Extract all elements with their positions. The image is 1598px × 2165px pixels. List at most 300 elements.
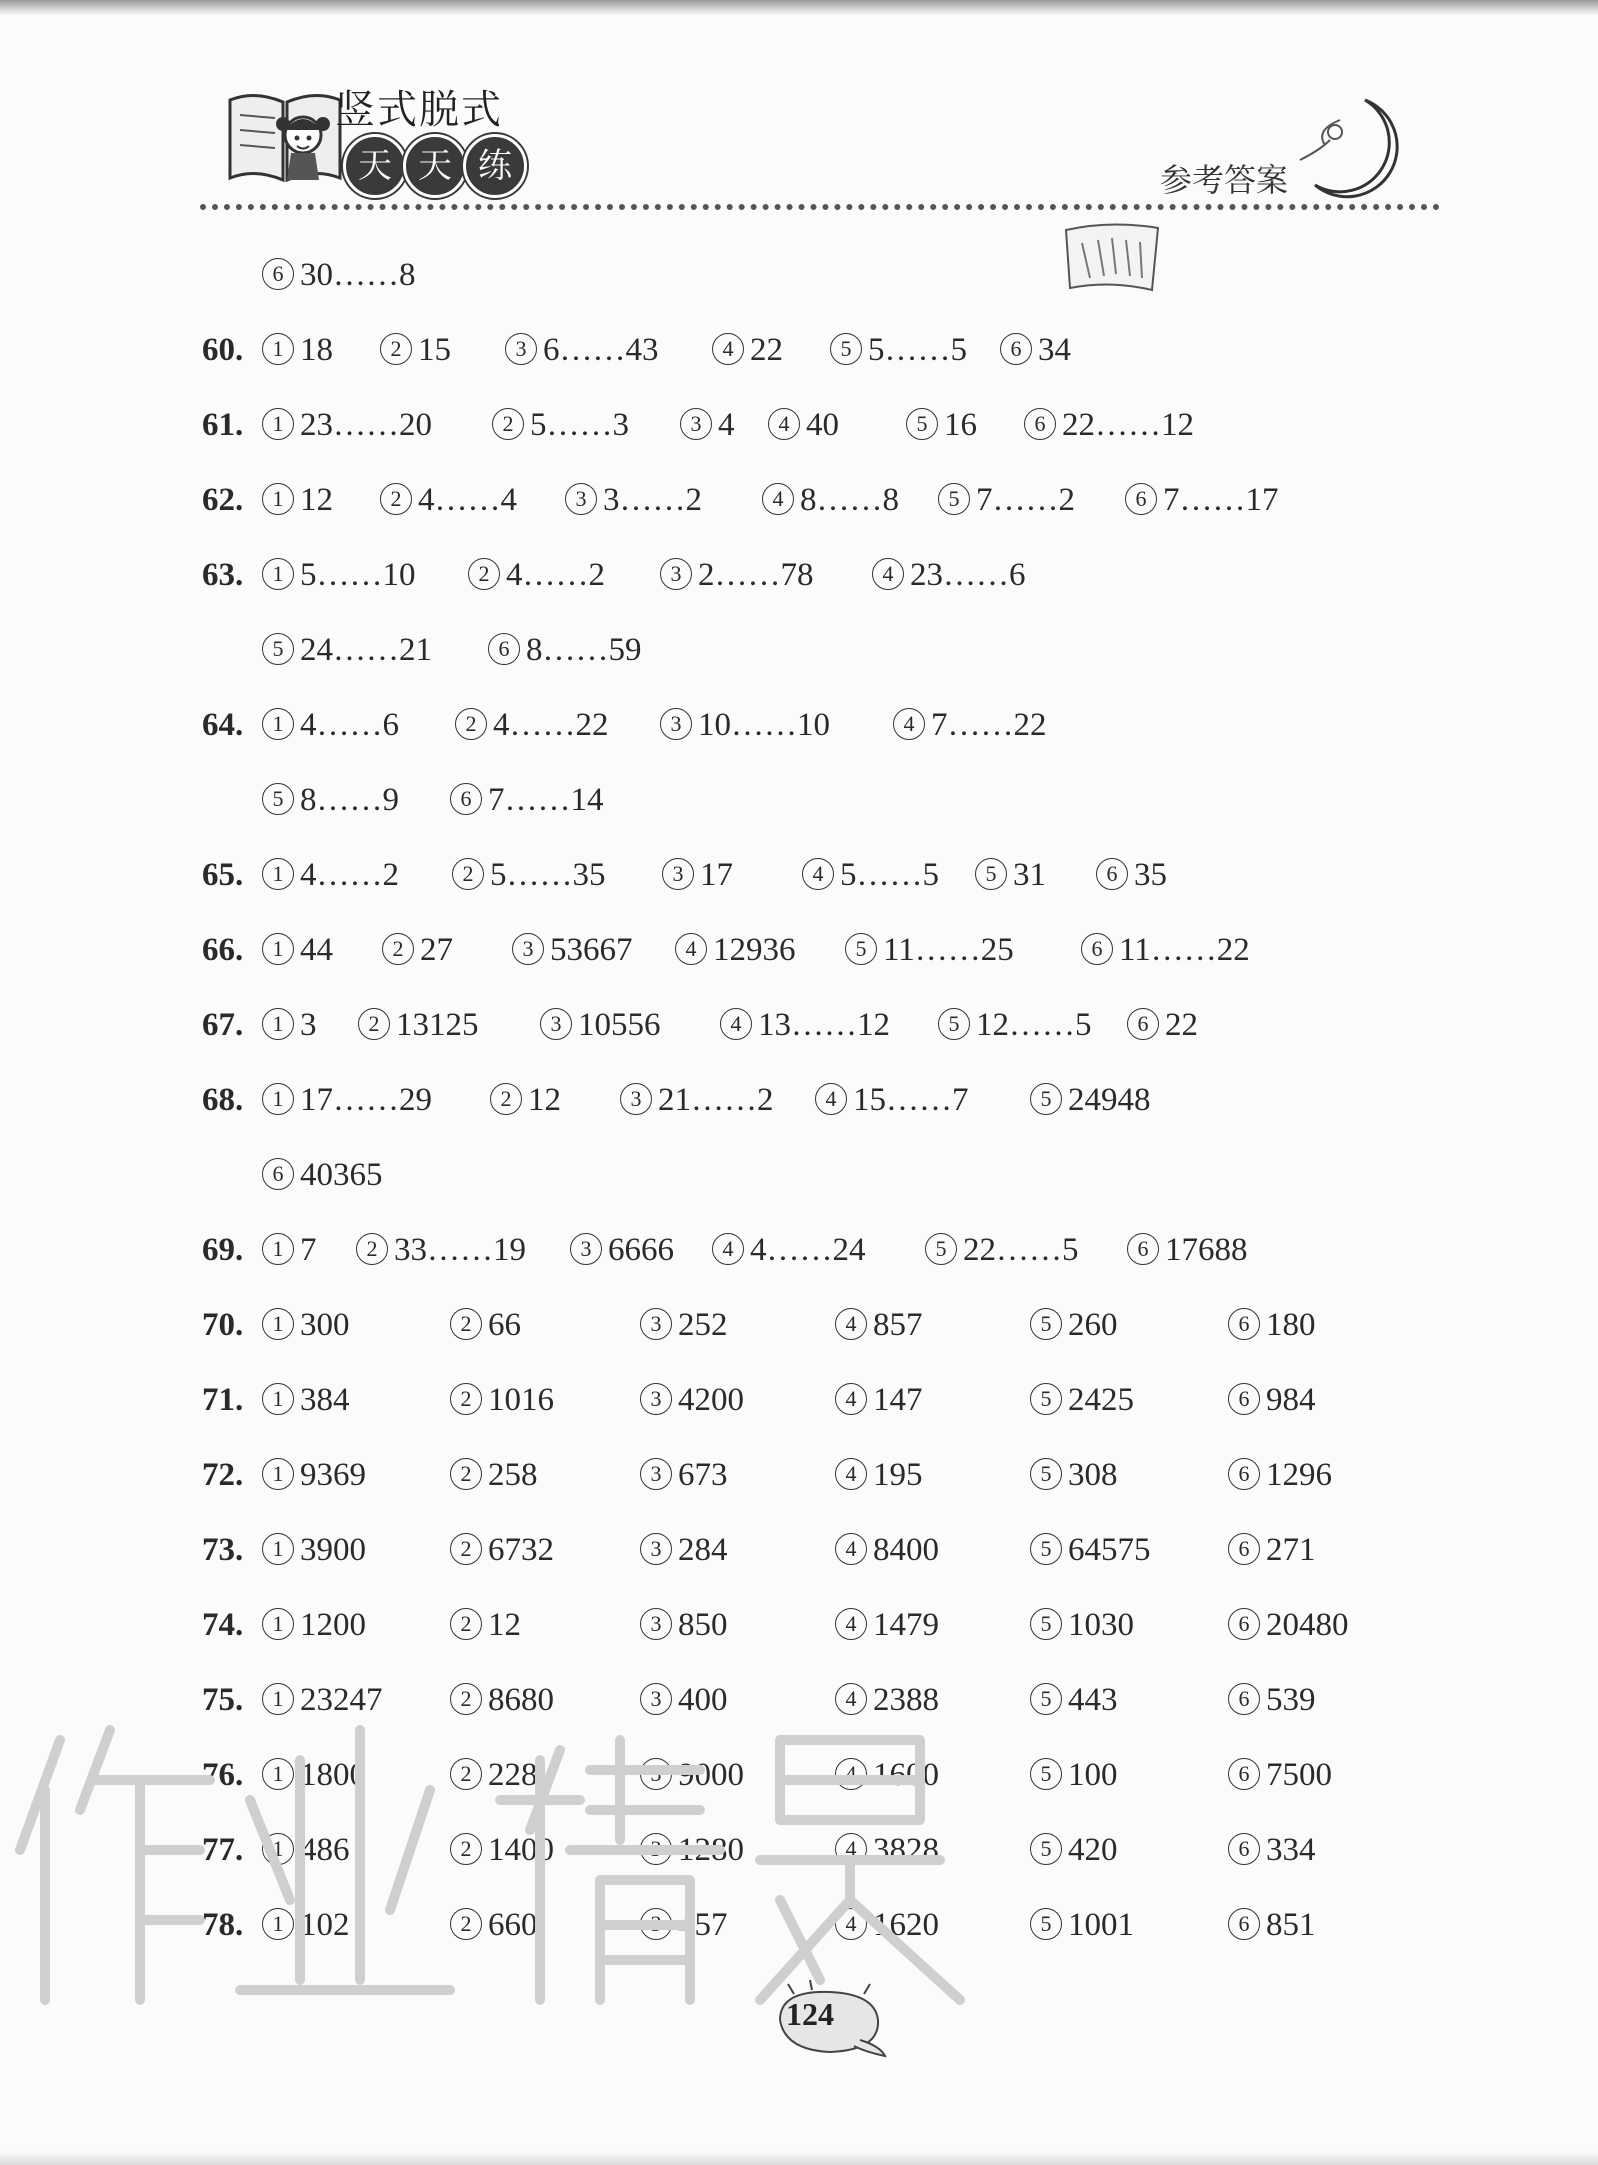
answer-item bbox=[505, 330, 659, 370]
answer-value: 7……17 bbox=[1163, 482, 1279, 518]
answer-item bbox=[1030, 1080, 1151, 1120]
circled-index: 5 bbox=[1030, 1608, 1062, 1640]
answer-value: 9369 bbox=[300, 1457, 366, 1493]
answer-item bbox=[1228, 1605, 1349, 1645]
answer-item bbox=[1024, 405, 1194, 445]
circled-index: 2 bbox=[450, 1533, 482, 1565]
answer-value: 539 bbox=[1266, 1682, 1316, 1718]
question-number: 62. bbox=[202, 482, 244, 518]
answer-item bbox=[570, 1230, 674, 1270]
circled-index: 1 bbox=[262, 1383, 294, 1415]
answer-value: 1200 bbox=[300, 1607, 366, 1643]
answer-value: 30……8 bbox=[300, 257, 416, 293]
circled-index: 1 bbox=[262, 1008, 294, 1040]
answer-value: 33……19 bbox=[394, 1232, 526, 1268]
answer-item bbox=[1228, 1380, 1316, 1420]
answer-item bbox=[1228, 1455, 1332, 1495]
circled-index: 4 bbox=[835, 1758, 867, 1790]
answer-item bbox=[262, 1305, 350, 1345]
circled-index: 6 bbox=[1228, 1308, 1260, 1340]
circled-index: 4 bbox=[835, 1308, 867, 1340]
answer-value: 457 bbox=[678, 1907, 728, 1943]
circled-index: 1 bbox=[262, 1608, 294, 1640]
circled-index: 3 bbox=[570, 1233, 602, 1265]
answer-value: 420 bbox=[1068, 1832, 1118, 1868]
circled-index: 5 bbox=[845, 933, 877, 965]
answer-item bbox=[835, 1305, 923, 1345]
answer-value: 18 bbox=[300, 332, 333, 368]
answer-value: 851 bbox=[1266, 1907, 1316, 1943]
answer-item bbox=[262, 1455, 366, 1495]
question-number: 77. bbox=[202, 1832, 244, 1868]
circled-index: 6 bbox=[1125, 483, 1157, 515]
answer-value: 12 bbox=[300, 482, 333, 518]
answer-value: 9000 bbox=[678, 1757, 744, 1793]
answer-item bbox=[380, 480, 517, 520]
answer-item bbox=[975, 855, 1046, 895]
circled-index: 2 bbox=[356, 1233, 388, 1265]
circled-index: 3 bbox=[505, 333, 537, 365]
answer-item bbox=[262, 330, 333, 370]
circled-index: 5 bbox=[830, 333, 862, 365]
question-number: 65. bbox=[202, 857, 244, 893]
circled-index: 4 bbox=[768, 408, 800, 440]
series-title: 竖式脱式 bbox=[335, 87, 503, 133]
answer-item bbox=[835, 1455, 923, 1495]
answer-item bbox=[835, 1380, 923, 1420]
circled-index: 2 bbox=[450, 1458, 482, 1490]
question-number: 72. bbox=[202, 1457, 244, 1493]
answer-value: 3828 bbox=[873, 1832, 939, 1868]
answer-value: 15 bbox=[418, 332, 451, 368]
circled-index: 2 bbox=[450, 1833, 482, 1865]
answer-item bbox=[1030, 1530, 1151, 1570]
answer-value: 5……5 bbox=[868, 332, 967, 368]
circled-index: 4 bbox=[835, 1833, 867, 1865]
question-number: 60. bbox=[202, 332, 244, 368]
circled-index: 4 bbox=[712, 333, 744, 365]
circled-index: 3 bbox=[660, 558, 692, 590]
answer-value: 6732 bbox=[488, 1532, 554, 1568]
circled-index: 1 bbox=[262, 1758, 294, 1790]
answer-item bbox=[1030, 1905, 1134, 1945]
circled-index: 1 bbox=[262, 333, 294, 365]
circled-index: 3 bbox=[640, 1758, 672, 1790]
circled-index: 6 bbox=[1228, 1908, 1260, 1940]
answer-item bbox=[675, 930, 796, 970]
answer-item bbox=[262, 705, 399, 745]
circled-index: 4 bbox=[712, 1233, 744, 1265]
answer-value: 6……43 bbox=[543, 332, 659, 368]
answer-item bbox=[1030, 1605, 1134, 1645]
answer-item bbox=[1030, 1305, 1118, 1345]
circled-index: 5 bbox=[1030, 1908, 1062, 1940]
answer-value: 17……29 bbox=[300, 1082, 432, 1118]
answer-value: 23……6 bbox=[910, 557, 1026, 593]
answer-value: 5……10 bbox=[300, 557, 416, 593]
answer-item bbox=[565, 480, 702, 520]
circled-index: 1 bbox=[262, 933, 294, 965]
answer-value: 35 bbox=[1134, 857, 1167, 893]
circled-index: 4 bbox=[835, 1608, 867, 1640]
answer-item bbox=[802, 855, 939, 895]
circled-index: 5 bbox=[938, 1008, 970, 1040]
answer-item bbox=[380, 330, 451, 370]
answer-item bbox=[262, 630, 432, 670]
answer-item bbox=[620, 1080, 774, 1120]
circled-index: 6 bbox=[1000, 333, 1032, 365]
answer-value: 5……35 bbox=[490, 857, 606, 893]
answer-item bbox=[640, 1305, 728, 1345]
circled-index: 4 bbox=[835, 1533, 867, 1565]
answer-value: 1280 bbox=[678, 1832, 744, 1868]
answer-value: 1600 bbox=[873, 1757, 939, 1793]
answer-value: 1296 bbox=[1266, 1457, 1332, 1493]
answer-item bbox=[356, 1230, 526, 1270]
answer-item bbox=[358, 1005, 479, 1045]
answer-value: 4 bbox=[718, 407, 735, 443]
answer-item bbox=[835, 1605, 939, 1645]
answer-value: 44 bbox=[300, 932, 333, 968]
circled-index: 4 bbox=[720, 1008, 752, 1040]
answer-value: 1016 bbox=[488, 1382, 554, 1418]
answer-item bbox=[660, 555, 814, 595]
answer-value: 271 bbox=[1266, 1532, 1316, 1568]
circled-index: 2 bbox=[455, 708, 487, 740]
question-number: 76. bbox=[202, 1757, 244, 1793]
answer-value: 7 bbox=[300, 1232, 317, 1268]
answer-item bbox=[835, 1530, 939, 1570]
answer-item bbox=[468, 555, 605, 595]
page-bottom-edge bbox=[0, 2151, 1598, 2165]
answer-item bbox=[1228, 1830, 1316, 1870]
answer-value: 24948 bbox=[1068, 1082, 1151, 1118]
answer-item bbox=[1000, 330, 1071, 370]
answer-item bbox=[450, 780, 604, 820]
answer-value: 5……5 bbox=[840, 857, 939, 893]
answer-value: 10……10 bbox=[698, 707, 830, 743]
circled-index: 4 bbox=[762, 483, 794, 515]
circled-index: 2 bbox=[490, 1083, 522, 1115]
circled-index: 6 bbox=[1228, 1758, 1260, 1790]
circled-index: 2 bbox=[380, 333, 412, 365]
circled-index: 4 bbox=[815, 1083, 847, 1115]
answer-item bbox=[640, 1380, 744, 1420]
answer-item bbox=[262, 1155, 383, 1195]
answer-value: 1001 bbox=[1068, 1907, 1134, 1943]
answer-item bbox=[1125, 480, 1279, 520]
answer-item bbox=[1030, 1455, 1118, 1495]
answer-item bbox=[450, 1605, 521, 1645]
subtitle-char: 天 bbox=[403, 134, 467, 198]
circled-index: 2 bbox=[468, 558, 500, 590]
circled-index: 1 bbox=[262, 558, 294, 590]
circled-index: 5 bbox=[1030, 1533, 1062, 1565]
answer-value: 17 bbox=[700, 857, 733, 893]
answer-value: 40365 bbox=[300, 1157, 383, 1193]
circled-index: 2 bbox=[450, 1758, 482, 1790]
answer-item bbox=[720, 1005, 890, 1045]
answer-value: 284 bbox=[678, 1532, 728, 1568]
series-subtitle bbox=[343, 134, 519, 198]
answer-item bbox=[488, 630, 642, 670]
answer-value: 27 bbox=[420, 932, 453, 968]
answer-value: 22……5 bbox=[963, 1232, 1079, 1268]
circled-index: 4 bbox=[802, 858, 834, 890]
answer-item bbox=[640, 1455, 728, 1495]
circled-index: 6 bbox=[488, 633, 520, 665]
answer-value: 2……78 bbox=[698, 557, 814, 593]
answer-item bbox=[680, 405, 735, 445]
answer-value: 23247 bbox=[300, 1682, 383, 1718]
answer-item bbox=[262, 1530, 366, 1570]
circled-index: 1 bbox=[262, 483, 294, 515]
question-number: 66. bbox=[202, 932, 244, 968]
answer-value: 20480 bbox=[1266, 1607, 1349, 1643]
circled-index: 5 bbox=[925, 1233, 957, 1265]
answer-value: 4……2 bbox=[300, 857, 399, 893]
answer-value: 4……4 bbox=[418, 482, 517, 518]
question-number: 75. bbox=[202, 1682, 244, 1718]
question-number: 61. bbox=[202, 407, 244, 443]
answer-item bbox=[893, 705, 1047, 745]
circled-index: 1 bbox=[262, 858, 294, 890]
circled-index: 4 bbox=[872, 558, 904, 590]
answer-value: 15……7 bbox=[853, 1082, 969, 1118]
circled-index: 3 bbox=[640, 1833, 672, 1865]
circled-index: 6 bbox=[1127, 1233, 1159, 1265]
answer-value: 443 bbox=[1068, 1682, 1118, 1718]
answer-value: 64575 bbox=[1068, 1532, 1151, 1568]
answer-item bbox=[640, 1530, 728, 1570]
circled-index: 5 bbox=[1030, 1683, 1062, 1715]
circled-index: 6 bbox=[1228, 1833, 1260, 1865]
answer-item bbox=[712, 330, 783, 370]
answer-value: 53667 bbox=[550, 932, 633, 968]
circled-index: 5 bbox=[1030, 1458, 1062, 1490]
circled-index: 5 bbox=[906, 408, 938, 440]
answer-item bbox=[925, 1230, 1079, 1270]
circled-index: 3 bbox=[640, 1308, 672, 1340]
circled-index: 5 bbox=[1030, 1833, 1062, 1865]
circled-index: 1 bbox=[262, 1233, 294, 1265]
answer-item bbox=[640, 1605, 728, 1645]
answer-value: 195 bbox=[873, 1457, 923, 1493]
circled-index: 6 bbox=[1228, 1533, 1260, 1565]
answer-value: 252 bbox=[678, 1307, 728, 1343]
circled-index: 2 bbox=[450, 1608, 482, 1640]
circled-index: 4 bbox=[835, 1383, 867, 1415]
circled-index: 5 bbox=[938, 483, 970, 515]
circled-index: 1 bbox=[262, 1308, 294, 1340]
answer-item bbox=[815, 1080, 969, 1120]
answer-value: 7……22 bbox=[931, 707, 1047, 743]
circled-index: 4 bbox=[835, 1908, 867, 1940]
answer-value: 4……22 bbox=[493, 707, 609, 743]
subtitle-char: 练 bbox=[463, 134, 527, 198]
answer-item bbox=[1127, 1005, 1198, 1045]
answer-value: 21……2 bbox=[658, 1082, 774, 1118]
answer-item bbox=[1081, 930, 1250, 970]
answer-value: 102 bbox=[300, 1907, 350, 1943]
question-number: 69. bbox=[202, 1232, 244, 1268]
answer-value: 984 bbox=[1266, 1382, 1316, 1418]
answer-item bbox=[762, 480, 899, 520]
answer-item bbox=[1228, 1755, 1332, 1795]
answer-value: 857 bbox=[873, 1307, 923, 1343]
answer-item bbox=[662, 855, 733, 895]
watermark-logo bbox=[0, 1700, 1000, 2020]
circled-index: 3 bbox=[660, 708, 692, 740]
circled-index: 3 bbox=[640, 1383, 672, 1415]
answer-value: 4……2 bbox=[506, 557, 605, 593]
question-number: 68. bbox=[202, 1082, 244, 1118]
answer-item bbox=[1127, 1230, 1248, 1270]
answer-value: 2388 bbox=[873, 1682, 939, 1718]
answer-item bbox=[262, 855, 399, 895]
answer-value: 1030 bbox=[1068, 1607, 1134, 1643]
answer-value: 13125 bbox=[396, 1007, 479, 1043]
answer-value: 4……24 bbox=[750, 1232, 866, 1268]
answer-item bbox=[450, 1305, 521, 1345]
circled-index: 3 bbox=[640, 1458, 672, 1490]
circled-index: 3 bbox=[640, 1533, 672, 1565]
circled-index: 1 bbox=[262, 1458, 294, 1490]
answer-value: 2425 bbox=[1068, 1382, 1134, 1418]
answer-item bbox=[382, 930, 453, 970]
circled-index: 2 bbox=[450, 1308, 482, 1340]
answer-value: 22……12 bbox=[1062, 407, 1194, 443]
answer-item bbox=[450, 1530, 554, 1570]
circled-index: 6 bbox=[450, 783, 482, 815]
circled-index: 6 bbox=[1096, 858, 1128, 890]
circled-index: 5 bbox=[975, 858, 1007, 890]
answer-item bbox=[492, 405, 629, 445]
answer-item bbox=[1030, 1830, 1118, 1870]
circled-index: 2 bbox=[492, 408, 524, 440]
answer-value: 8……9 bbox=[300, 782, 399, 818]
answer-item bbox=[262, 1605, 366, 1645]
answer-value: 22 bbox=[1165, 1007, 1198, 1043]
answer-item bbox=[845, 930, 1014, 970]
answer-item bbox=[455, 705, 609, 745]
answer-value: 12 bbox=[528, 1082, 561, 1118]
circled-index: 1 bbox=[262, 708, 294, 740]
circled-index: 6 bbox=[262, 1158, 294, 1190]
question-number: 73. bbox=[202, 1532, 244, 1568]
circled-index: 6 bbox=[1127, 1008, 1159, 1040]
circled-index: 5 bbox=[1030, 1383, 1062, 1415]
answer-item bbox=[1228, 1305, 1316, 1345]
circled-index: 1 bbox=[262, 1083, 294, 1115]
answer-item bbox=[938, 480, 1075, 520]
circled-index: 6 bbox=[1228, 1608, 1260, 1640]
circled-index: 6 bbox=[1228, 1458, 1260, 1490]
answer-item bbox=[512, 930, 633, 970]
answer-value: 10556 bbox=[578, 1007, 661, 1043]
answer-value: 7500 bbox=[1266, 1757, 1332, 1793]
circled-index: 6 bbox=[262, 258, 294, 290]
circled-index: 2 bbox=[382, 933, 414, 965]
answer-value: 23……20 bbox=[300, 407, 432, 443]
question-number: 67. bbox=[202, 1007, 244, 1043]
answer-item bbox=[262, 1230, 317, 1270]
circled-index: 1 bbox=[262, 1908, 294, 1940]
answer-value: 8680 bbox=[488, 1682, 554, 1718]
answer-value: 24……21 bbox=[300, 632, 432, 668]
circled-index: 2 bbox=[450, 1908, 482, 1940]
answer-value: 400 bbox=[678, 1682, 728, 1718]
answer-value: 66 bbox=[488, 1307, 521, 1343]
answer-value: 3……2 bbox=[603, 482, 702, 518]
answer-item bbox=[262, 930, 333, 970]
answer-value: 8400 bbox=[873, 1532, 939, 1568]
circled-index: 3 bbox=[680, 408, 712, 440]
page-header bbox=[215, 70, 1445, 220]
answer-value: 7……14 bbox=[488, 782, 604, 818]
answer-value: 384 bbox=[300, 1382, 350, 1418]
circled-index: 4 bbox=[675, 933, 707, 965]
answer-value: 3900 bbox=[300, 1532, 366, 1568]
answer-value: 12936 bbox=[713, 932, 796, 968]
answer-item bbox=[938, 1005, 1092, 1045]
page-number: 124 bbox=[786, 1996, 834, 2032]
answer-item bbox=[262, 405, 432, 445]
answer-value: 147 bbox=[873, 1382, 923, 1418]
answer-item bbox=[1030, 1680, 1118, 1720]
answer-value: 6666 bbox=[608, 1232, 674, 1268]
circled-index: 2 bbox=[450, 1683, 482, 1715]
answer-item bbox=[262, 1005, 317, 1045]
header-divider bbox=[200, 204, 1440, 210]
answer-value: 308 bbox=[1068, 1457, 1118, 1493]
answer-item bbox=[1030, 1755, 1118, 1795]
answer-value: 22 bbox=[750, 332, 783, 368]
answer-value: 228 bbox=[488, 1757, 538, 1793]
answer-value: 1400 bbox=[488, 1832, 554, 1868]
answer-value: 5……3 bbox=[530, 407, 629, 443]
circled-index: 1 bbox=[262, 1683, 294, 1715]
circled-index: 2 bbox=[358, 1008, 390, 1040]
answer-value: 40 bbox=[806, 407, 839, 443]
circled-index: 1 bbox=[262, 408, 294, 440]
answer-value: 11……22 bbox=[1119, 932, 1250, 968]
answer-item bbox=[1096, 855, 1167, 895]
circled-index: 3 bbox=[640, 1908, 672, 1940]
crescent-moon-icon bbox=[1295, 90, 1405, 210]
circled-index: 1 bbox=[262, 1533, 294, 1565]
answer-item bbox=[768, 405, 839, 445]
answer-item bbox=[262, 555, 416, 595]
book-stamp-icon bbox=[1060, 218, 1165, 298]
circled-index: 6 bbox=[1024, 408, 1056, 440]
answer-value: 4……6 bbox=[300, 707, 399, 743]
circled-index: 5 bbox=[1030, 1308, 1062, 1340]
answer-value: 16 bbox=[944, 407, 977, 443]
answer-value: 300 bbox=[300, 1307, 350, 1343]
answer-item bbox=[262, 1380, 350, 1420]
answer-item bbox=[262, 255, 416, 295]
subtitle-char: 天 bbox=[343, 134, 407, 198]
answer-item bbox=[262, 1080, 432, 1120]
answer-value: 660 bbox=[488, 1907, 538, 1943]
circled-index: 3 bbox=[620, 1083, 652, 1115]
question-number: 74. bbox=[202, 1607, 244, 1643]
circled-index: 5 bbox=[1030, 1083, 1062, 1115]
circled-index: 6 bbox=[1228, 1383, 1260, 1415]
answer-value: 17688 bbox=[1165, 1232, 1248, 1268]
answer-value: 11……25 bbox=[883, 932, 1014, 968]
